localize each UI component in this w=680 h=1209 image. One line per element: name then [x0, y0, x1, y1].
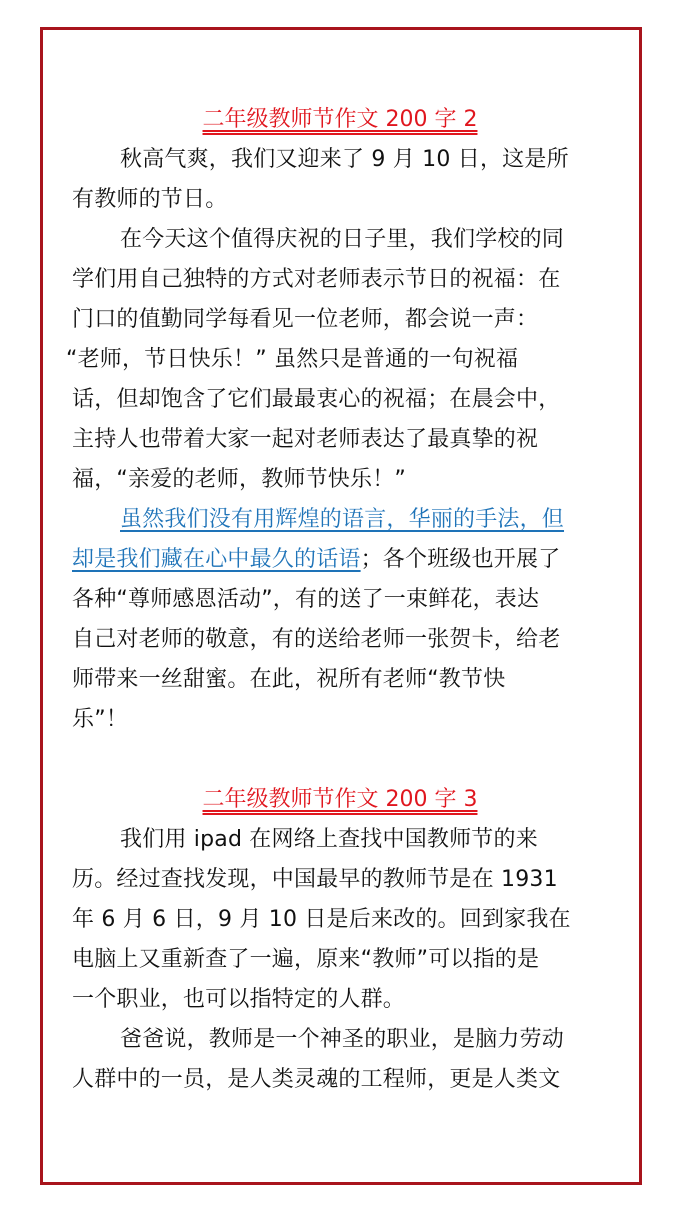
paragraph-line: 各种“尊师感恩活动”，有的送了一束鲜花，表达 [72, 587, 540, 612]
paragraph-line: 乐”！ [72, 707, 128, 732]
paragraph-line: 话，但却饱含了它们最最衷心的祝福；在晨会中， [72, 387, 561, 412]
paragraph-line: 师带来一丝甜蜜。在此，祝所有老师“教节快 [72, 667, 506, 692]
paragraph-line: 历。经过查找发现，中国最早的教师节是在 1931 [72, 867, 558, 892]
essay-title-3: 二年级教师节作文 200 字 3 [202, 787, 478, 812]
highlighted-link-text[interactable]: 却是我们藏在心中最久的话语 [72, 547, 361, 572]
paragraph-line: “老师，节日快乐！” 虽然只是普通的一句祝福 [66, 347, 519, 372]
essay-title-2: 二年级教师节作文 200 字 2 [202, 107, 478, 132]
paragraph-line [120, 500, 564, 540]
paragraph-line: 电脑上又重新查了一遍，原来“教师”可以指的是 [72, 947, 540, 972]
paragraph-line: 在今天这个值得庆祝的日子里，我们学校的同 [120, 227, 565, 252]
paragraph-line: 有教师的节日。 [72, 187, 228, 212]
paragraph-line: 自己对老师的敬意，有的送给老师一张贺卡，给老 [72, 627, 561, 652]
paragraph-line: 秋高气爽，我们又迎来了 9 月 10 日，这是所 [120, 147, 569, 172]
paragraph-line: 学们用自己独特的方式对老师表示节日的祝福：在 [72, 267, 561, 292]
paragraph-line: 爸爸说，教师是一个神圣的职业，是脑力劳动 [120, 1027, 565, 1052]
paragraph-line: 年 6 月 6 日，9 月 10 日是后来改的。回到家我在 [72, 907, 571, 932]
paragraph-line: 主持人也带着大家一起对老师表达了最真挚的祝 [72, 427, 539, 452]
paragraph-line: 一个职业，也可以指特定的人群。 [72, 987, 406, 1012]
highlighted-link-text[interactable]: 虽然我们没有用辉煌的语言，华丽的手法，但 [120, 507, 565, 532]
paragraph-line: 福，“亲爱的老师，教师节快乐！” [72, 467, 406, 492]
paragraph-line: 门口的值勤同学每看见一位老师，都会说一声： [72, 307, 539, 332]
paragraph-line: 我们用 ipad 在网络上查找中国教师节的来 [120, 827, 538, 852]
paragraph-line: 人群中的一员，是人类灵魂的工程师，更是人类文 [72, 1067, 561, 1092]
paragraph-line: 却是我们藏在心中最久的话语；各个班级也开展了 [72, 547, 561, 572]
